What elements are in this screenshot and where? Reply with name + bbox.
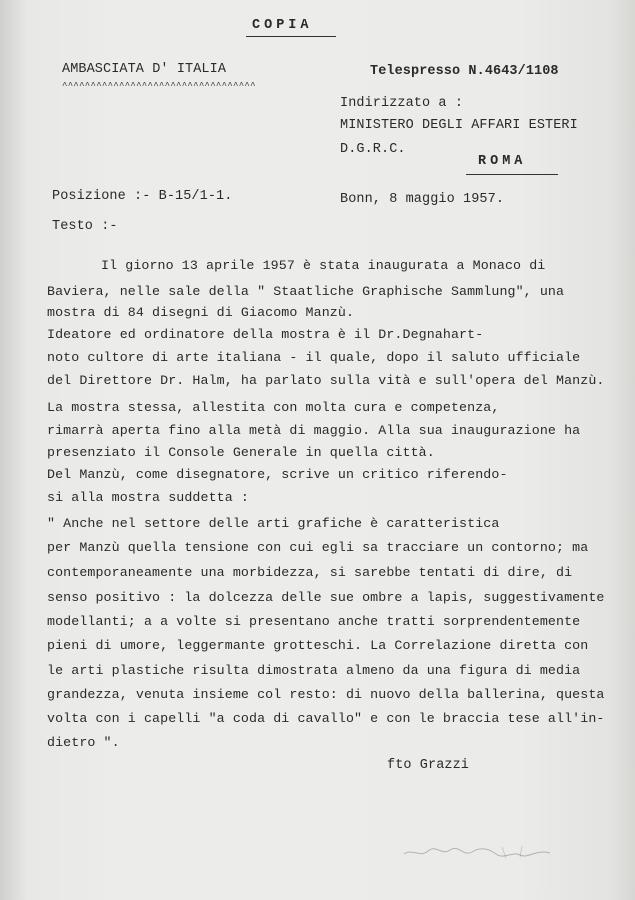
- body-line: dietro ".: [47, 735, 120, 750]
- copia-heading: COPIA: [252, 18, 313, 33]
- body-line: mostra di 84 disegni di Giacomo Manzù.: [47, 305, 355, 320]
- body-line: si alla mostra suddetta :: [47, 490, 249, 505]
- body-line: senso positivo : la dolcezza delle sue ombre a lapis, suggestivamente: [47, 590, 605, 605]
- roma-underline: [466, 174, 558, 175]
- body-line: " Anche nel settore delle arti grafiche è caratteristica: [47, 516, 500, 531]
- body-line: Del Manzù, come disegnatore, scrive un critico riferendo-: [47, 467, 508, 482]
- body-line: modellanti; a a volte si presentano anche tratti sorprendentemente: [47, 614, 581, 629]
- body-line: Baviera, nelle sale della " Staatliche Graphische Sammlung", una: [47, 284, 565, 299]
- body-line: noto cultore di arte italiana - il quale, dopo il saluto ufficiale: [47, 350, 581, 365]
- signature-line: fto Grazzi: [387, 758, 470, 773]
- body-line: Il giorno 13 aprile 1957 è stata inaugurata a Monaco di: [101, 258, 546, 273]
- embassy-name: AMBASCIATA D' ITALIA: [62, 62, 227, 77]
- recipient-ministry: MINISTERO DEGLI AFFARI ESTERI: [340, 118, 578, 133]
- body-line: pieni di umore, leggermante grotteschi. La Correlazione diretta con: [47, 638, 589, 653]
- body-line: grandezza, venuta insieme col resto: di nuovo della ballerina, questa: [47, 687, 605, 702]
- addressed-to-label: Indirizzato a :: [340, 96, 464, 111]
- body-line: La mostra stessa, allestita con molta cura e competenza,: [47, 400, 500, 415]
- position-reference: Posizione :- B-15/1-1.: [52, 189, 233, 204]
- recipient-department: D.G.R.C.: [340, 142, 406, 157]
- body-line: del Direttore Dr. Halm, ha parlato sulla vità e sull'opera del Manzù.: [47, 373, 605, 388]
- letter-date: Bonn, 8 maggio 1957.: [340, 192, 505, 207]
- body-line: presenziato il Console Generale in quella città.: [47, 445, 435, 460]
- body-line: rimarrà aperta fino alla metà di maggio. Alla sua inaugurazione ha: [47, 423, 581, 438]
- body-line: contemporaneamente una morbidezza, si sarebbe tentati di dire, di: [47, 565, 573, 580]
- body-line: le arti plastiche risulta dimostrata almeno da una figura di media: [47, 663, 581, 678]
- body-line: volta con i capelli "a coda di cavallo" e con le braccia tese all'in-: [47, 711, 605, 726]
- faint-handwritten-mark: [402, 842, 552, 862]
- telespresso-number: Telespresso N.4643/1108: [370, 64, 559, 79]
- recipient-city: ROMA: [478, 154, 527, 169]
- body-line: Ideatore ed ordinatore della mostra è il Dr.Degnahart-: [47, 327, 484, 342]
- copia-underline: [246, 36, 336, 37]
- body-line: per Manzù quella tensione con cui egli sa tracciare un contorno; ma: [47, 540, 589, 555]
- embassy-underline: ^^^^^^^^^^^^^^^^^^^^^^^^^^^^^^^^^^: [62, 81, 256, 91]
- text-label: Testo :-: [52, 219, 118, 234]
